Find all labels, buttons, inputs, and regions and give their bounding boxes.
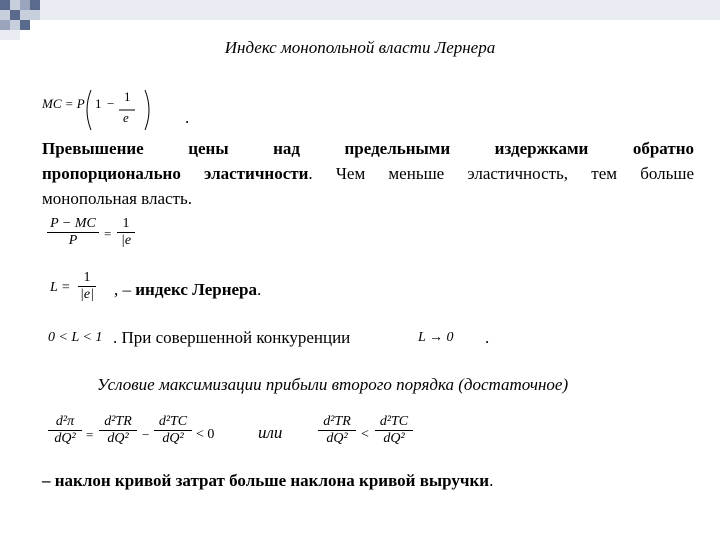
conclusion: – наклон кривой затрат больше наклона кривой выручки. xyxy=(42,471,494,490)
slide-title: Индекс монопольной власти Лернера xyxy=(224,38,496,57)
condition-heading: Условие максимизации прибыли второго порядка (достаточное) xyxy=(97,375,569,394)
formula-parens xyxy=(83,88,153,132)
paragraph-markup: Превышение цены над предельными издержками обратно пропорционально эластичности. Чем меньше эластичность, тем больше монопольная власть. xyxy=(42,139,694,208)
or-label: или xyxy=(258,423,283,442)
